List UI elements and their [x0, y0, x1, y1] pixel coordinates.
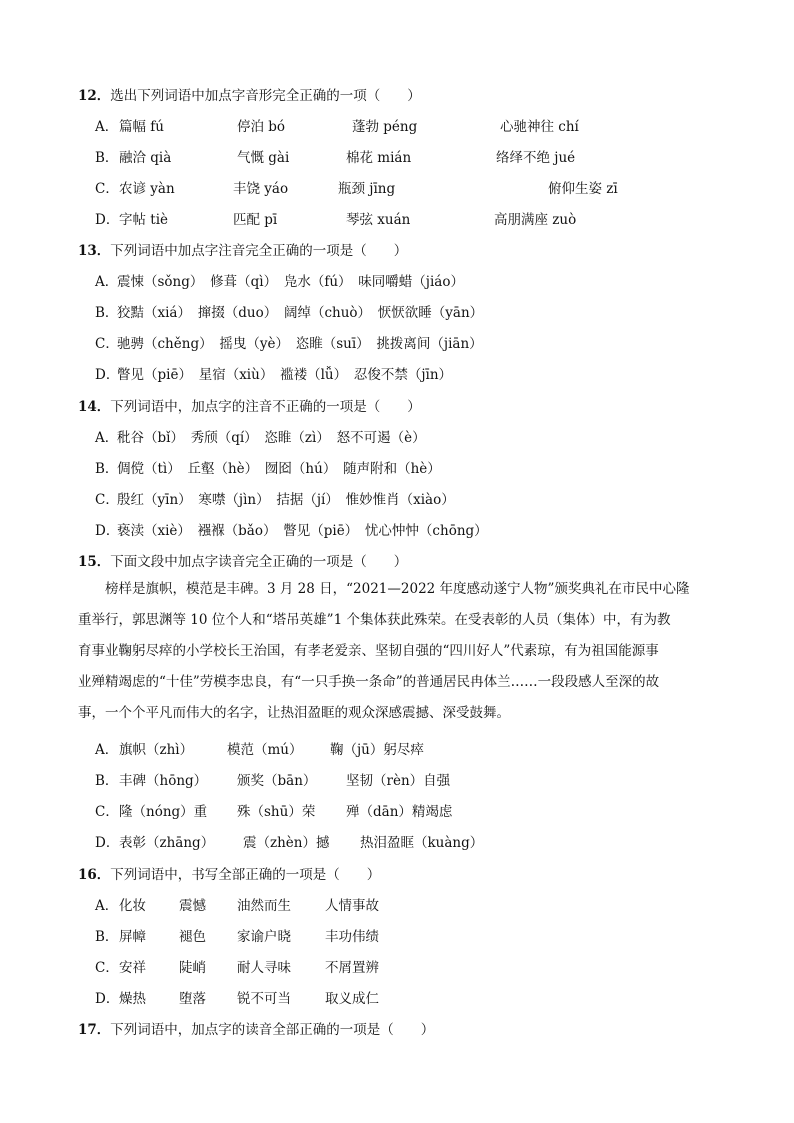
question-stem: 下列词语中，书写全部正确的一项是（ ）: [110, 867, 381, 883]
q12-b-item-2: 气慨 gài: [237, 150, 290, 166]
q13-option-c: [95, 332, 483, 352]
q12-d-item-4: 高朋满座 zuò: [494, 212, 577, 228]
q16-a-item-4: 人情事故: [325, 898, 379, 914]
q16-d-item-3: 锐不可当: [237, 991, 291, 1007]
q16-c-item-1: 安祥: [119, 960, 146, 976]
question-number: 16．: [78, 867, 111, 883]
option-label: A．: [95, 430, 119, 446]
passage-line: 重举行，郭思渊等 10 位个人和“塔吊英雄”1 个集体获此殊荣。在受表彰的人员（集体）中，有为教: [78, 612, 671, 628]
question-15: [78, 550, 407, 570]
q12-option-b: [95, 146, 117, 166]
q15-b-item-3: 坚韧（rèn）自强: [346, 773, 451, 789]
option-label: A．: [95, 274, 119, 290]
q16-b-item-2: 褪色: [179, 929, 206, 945]
question-14: [78, 395, 421, 415]
q14-option-c: [95, 488, 455, 508]
q12-a-item-3: 蓬勃 péng: [352, 119, 418, 135]
q15-b-item-1: 丰碑（hōng）: [119, 773, 208, 789]
q16-c-item-2: 陡峭: [179, 960, 206, 976]
question-number: 15．: [78, 554, 111, 570]
q15-d-item-2: 震（zhèn）撼: [243, 835, 330, 851]
q15-a-item-1: 旗帜（zhì）: [119, 742, 194, 758]
q15-c-item-3: 殚（dān）精竭虑: [346, 804, 453, 820]
q16-d-item-4: 取义成仁: [325, 991, 379, 1007]
option-text: 亵渎（xiè） 襁褓（bǎo） 瞥见（piē） 忧心忡忡（chōng）: [117, 523, 488, 539]
q14-option-b: [95, 457, 441, 477]
q13-option-a: [95, 270, 464, 290]
question-stem: 下列词语中，加点字的读音全部正确的一项是（ ）: [110, 1022, 435, 1038]
q15-option-b: [95, 769, 117, 789]
q15-option-a: [95, 738, 117, 758]
passage-line: 育事业鞠躬尽瘁的小学校长王治国，有孝老爱亲、坚韧自强的“四川好人”代素琼，有为祖国能源事: [78, 643, 659, 659]
question-number: 14．: [78, 399, 111, 415]
question-stem: 下列词语中加点字注音完全正确的一项是（ ）: [110, 243, 408, 259]
q15-c-item-1: 隆（nóng）重: [119, 804, 208, 820]
q12-c-item-3: 瓶颈 jīng: [338, 181, 396, 197]
q12-c-item-2: 丰饶 yáo: [233, 181, 289, 197]
option-label: A．: [95, 898, 119, 914]
option-text: 殷红（yīn） 寒噤（jìn） 拮据（jí） 惟妙惟肖（xiào）: [117, 492, 455, 508]
q12-b-item-1: 融洽 qià: [119, 150, 172, 166]
q12-option-a: [95, 115, 117, 135]
question-16: [78, 863, 380, 883]
q12-option-d: [95, 208, 120, 228]
option-label: C．: [95, 492, 119, 508]
question-17: [78, 1018, 434, 1038]
passage-line: 业殚精竭虑的“十佳”劳模李忠良，有“一只手换一条命”的普通居民冉体兰……一段段感人至深的故: [78, 674, 660, 690]
option-label: C．: [95, 804, 119, 820]
option-text: 瞥见（piē） 星宿（xiù） 褴褛（lǚ） 忍俊不禁（jīn）: [117, 367, 453, 383]
q12-b-item-3: 棉花 mián: [346, 150, 412, 166]
q12-c-item-1: 农谚 yàn: [119, 181, 175, 197]
q16-b-item-3: 家谕户晓: [237, 929, 291, 945]
option-label: B．: [95, 461, 119, 477]
q15-option-c: [95, 800, 117, 820]
option-label: B．: [95, 773, 119, 789]
option-label: C．: [95, 336, 119, 352]
q14-option-d: [95, 519, 488, 539]
question-number: 17．: [78, 1022, 111, 1038]
question-number: 12．: [78, 88, 111, 104]
question-stem: 下面文段中加点字读音完全正确的一项是（ ）: [110, 554, 408, 570]
q12-c-item-4: 俯仰生姿 zī: [548, 181, 618, 197]
q12-option-c: [95, 177, 117, 197]
q16-d-item-1: 燥热: [119, 991, 146, 1007]
q15-b-item-2: 颁奖（bān）: [237, 773, 317, 789]
option-label: C．: [95, 960, 119, 976]
question-number: 13．: [78, 243, 111, 259]
option-label: D．: [95, 367, 120, 383]
q15-d-item-1: 表彰（zhāng）: [119, 835, 215, 851]
q16-a-item-1: 化妆: [119, 898, 146, 914]
q16-a-item-2: 震憾: [179, 898, 206, 914]
q15-c-item-2: 殊（shū）荣: [237, 804, 316, 820]
option-label: C．: [95, 181, 119, 197]
q12-b-item-4: 络绎不绝 jué: [496, 150, 576, 166]
q12-d-item-3: 琴弦 xuán: [346, 212, 411, 228]
q16-c-item-3: 耐人寻味: [237, 960, 291, 976]
q16-option-b: [95, 925, 117, 945]
q16-option-c: [95, 956, 117, 976]
passage-line: 事，一个个平凡而伟大的名字，让热泪盈眶的观众深感震撼、深受鼓舞。: [78, 705, 510, 721]
option-text: 倜傥（tì） 丘壑（hè） 囫囵（hú） 随声附和（hè）: [117, 461, 441, 477]
q16-option-a: [95, 894, 117, 914]
q13-option-b: [95, 301, 483, 321]
q12-d-item-1: 字帖 tiè: [119, 212, 169, 228]
question-stem: 选出下列词语中加点字音形完全正确的一项（ ）: [110, 88, 421, 104]
q16-c-item-4: 不屑置辨: [325, 960, 379, 976]
option-label: A．: [95, 119, 119, 135]
option-text: 驰骋（chěng） 摇曳（yè） 恣睢（suī） 挑拨离间（jiān）: [117, 336, 483, 352]
question-13: [78, 239, 407, 259]
q12-a-item-4: 心驰神往 chí: [500, 119, 579, 135]
q16-option-d: [95, 987, 120, 1007]
q16-b-item-1: 屏幛: [119, 929, 146, 945]
passage-line: 榜样是旗帜，模范是丰碑。3 月 28 日，“2021—2022 年度感动遂宁人物”颁奖典礼在市民中心隆: [105, 581, 690, 597]
q15-d-item-3: 热泪盈眶（kuàng）: [360, 835, 484, 851]
option-label: B．: [95, 150, 119, 166]
option-text: 震悚（sǒng） 修葺（qì） 凫水（fú） 味同嚼蜡（jiáo）: [117, 274, 464, 290]
option-label: D．: [95, 835, 120, 851]
q16-a-item-3: 油然而生: [237, 898, 291, 914]
option-text: 秕谷（bǐ） 秀颀（qí） 恣睢（zì） 怒不可遏（è）: [117, 430, 426, 446]
option-label: D．: [95, 523, 120, 539]
q12-a-item-2: 停泊 bó: [237, 119, 286, 135]
option-text: 狡黠（xiá） 撺掇（duo） 阔绰（chuò） 恹恹欲睡（yān）: [117, 305, 484, 321]
question-stem: 下列词语中，加点字的注音不正确的一项是（ ）: [110, 399, 421, 415]
q15-a-item-2: 模范（mú）: [227, 742, 303, 758]
q15-passage: [78, 574, 718, 729]
q12-d-item-2: 匹配 pī: [233, 212, 278, 228]
q16-d-item-2: 堕落: [179, 991, 206, 1007]
option-label: B．: [95, 929, 119, 945]
option-label: B．: [95, 305, 119, 321]
option-label: A．: [95, 742, 119, 758]
q16-b-item-4: 丰功伟绩: [325, 929, 379, 945]
q12-a-item-1: 篇幅 fú: [119, 119, 164, 135]
option-label: D．: [95, 991, 120, 1007]
question-12: [78, 84, 421, 104]
q14-option-a: [95, 426, 426, 446]
option-label: D．: [95, 212, 120, 228]
q15-a-item-3: 鞠（jū）躬尽瘁: [330, 742, 424, 758]
q13-option-d: [95, 363, 452, 383]
q15-option-d: [95, 831, 120, 851]
